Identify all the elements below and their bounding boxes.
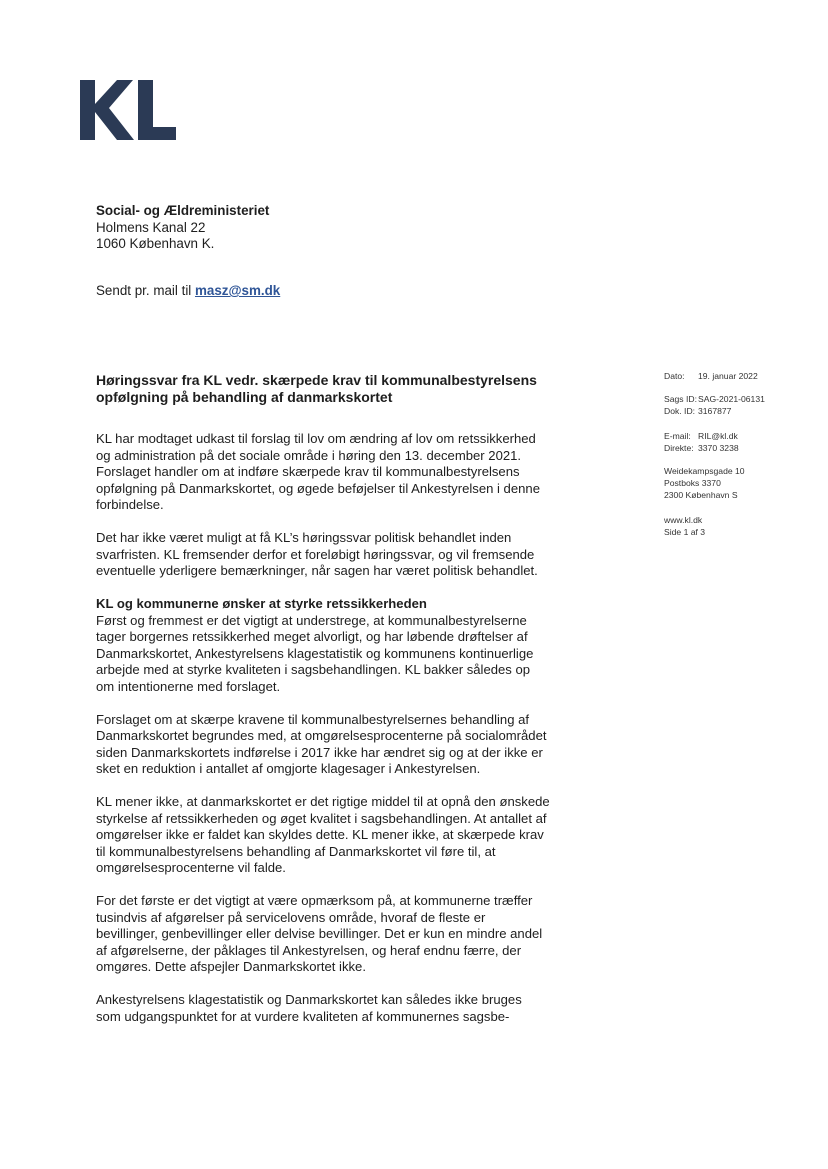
paragraph: Forslaget om at skærpe kravene til kommunalbestyrelsernes behandling af Danmarkskortet begrundes med, at omgørelsesprocenterne på socialområdet siden Danmarkskortets indførelse i 2017 ikke har ændret sig og at der ikke er sket en reduktion i antallet af omgjorte klagesager i Ankestyrelsen.: [96, 711, 547, 776]
contact-email[interactable]: RIL@kl.dk: [698, 431, 738, 441]
sidebar-ids: [664, 394, 765, 418]
sent-line: [96, 283, 280, 298]
recipient-city: 1060 København K.: [96, 236, 215, 251]
section-heading: KL og kommunerne ønsker at styrke retssikkerheden: [96, 596, 427, 611]
page-number: Side 1 af 3: [664, 526, 706, 537]
email-link[interactable]: masz@sm.dk: [194, 283, 281, 298]
sidebar-contact: [664, 431, 739, 455]
sidebar-date: [664, 371, 758, 383]
subject-heading: Høringssvar fra KL vedr. skærpede krav til kommunalbestyrelsens opfølgning på behandling af danmarkskortet: [96, 372, 537, 405]
email-label: E-mail:: [664, 431, 691, 441]
doc-value: 3167877: [698, 405, 732, 416]
paragraph: Det har ikke været muligt at få KL’s høringssvar politisk behandlet inden svarfristen. KL fremsender derfor et foreløbigt høringssvar, og vil fremsende eventuelle yderligere bemærkninger, når sagen har været politisk behandlet.: [96, 530, 538, 578]
kl-logo: [80, 80, 176, 140]
case-value: SAG-2021-06131: [698, 394, 765, 404]
recipient-org: Social- og Ældreministeriet: [96, 203, 270, 218]
recipient-address: [96, 203, 269, 253]
recipient-street: Holmens Kanal 22: [96, 219, 206, 235]
date-label: Dato:: [664, 371, 685, 381]
paragraph: Først og fremmest er det vigtigt at understrege, at kommunalbestyrelserne tager borgernes retssikkerhed meget alvorligt, og har løbende drøftelser af Danmarkskortet, Ankestyrelsens klagestatistik og kommunens kontinuerlige arbejde med at styrke kvaliteten i sagsbehandlingen. KL bakker således op om intentionerne med forslaget.: [96, 612, 534, 694]
direct-phone: 3370 3238: [698, 442, 739, 453]
paragraph: Ankestyrelsens klagestatistik og Danmarkskortet kan således ikke bruges som udgangspunktet for at vurdere kvaliteten af kommunernes sagsbe-: [96, 992, 522, 1024]
sidebar-address: [664, 466, 745, 501]
direct-label: Direkte:: [664, 442, 694, 453]
web-link[interactable]: www.kl.dk: [664, 515, 703, 525]
case-label: Sags ID:: [664, 394, 697, 404]
letter-body: [96, 431, 550, 1042]
date-value: 19. januar 2022: [698, 371, 758, 381]
address-pobox: Postboks 3370: [664, 477, 721, 488]
paragraph: For det første er det vigtigt at være opmærksom på, at kommunerne træffer tusindvis af afgørelser på servicelovens område, hvoraf de fleste er bevillinger, genbevillinger eller delvise bevillinger. Det er kun en mindre andel af afgørelserne, der påklages til Ankestyrelsen, og heraf endnu færre, der omgøres. Dette afspejler Danmarkskortet ikke.: [96, 893, 543, 974]
paragraph: KL mener ikke, at danmarkskortet er det rigtige middel til at opnå den ønskede styrkelse af retssikkerheden og øget kvalitet i sagsbehandlingen. At antallet af omgørelser ikke er faldet kan skyldes dette. KL mener ikke, at skærpede krav til kommunalbestyrelsens behandling af Danmarkskortet vil føre til, at omgørelsesprocenterne vil falde.: [96, 794, 550, 875]
address-city: 2300 København S: [664, 489, 738, 500]
address-street: Weidekampsgade 10: [664, 466, 745, 476]
sidebar-web: [664, 515, 705, 539]
sent-prefix: Sendt pr. mail til: [96, 283, 195, 298]
doc-label: Dok. ID:: [664, 405, 696, 416]
paragraph: KL har modtaget udkast til forslag til lov om ændring af lov om retssikkerhed og administration på det sociale område i høring den 13. december 2021. Forslaget handler om at indføre skærpede krav til kommunalbestyrelsens opfølgning på Danmarkskortet, og øgede beføjelser til Ankestyrelsen i denne forbindelse.: [96, 431, 540, 512]
